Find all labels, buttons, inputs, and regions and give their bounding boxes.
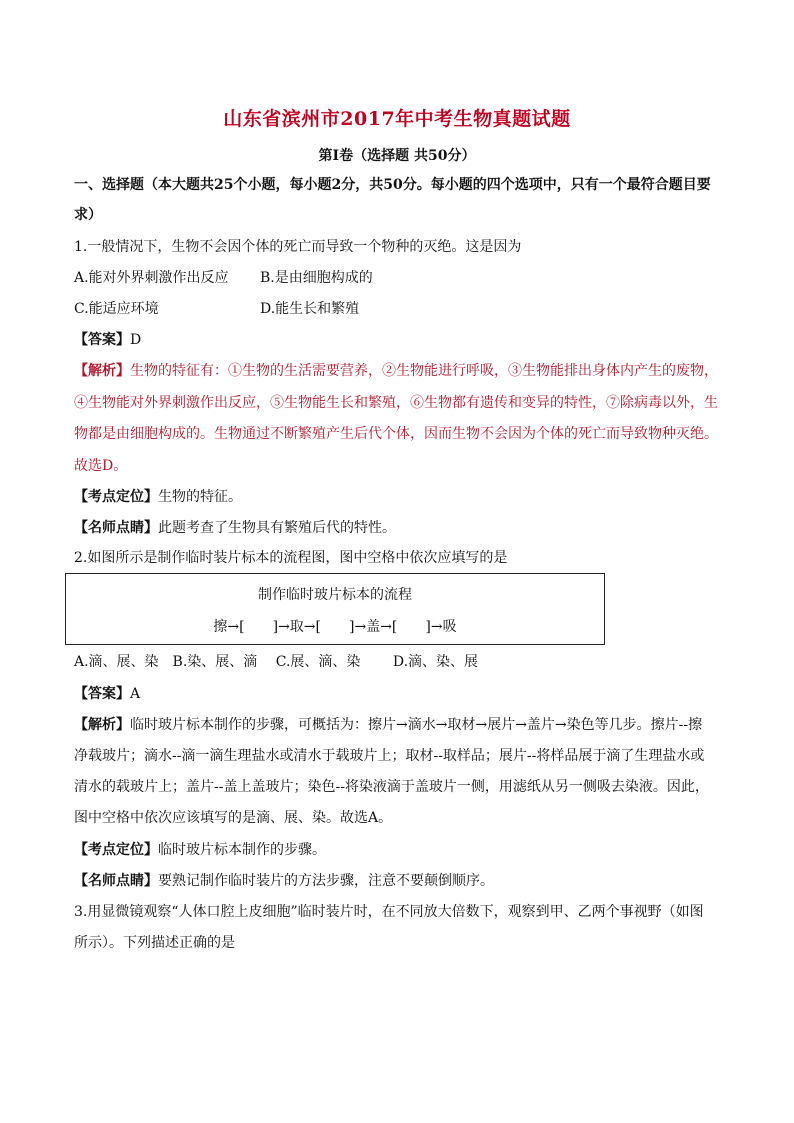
q1-analysis-line3: 物都是由细胞构成的。生物通过不断繁殖产生后代个体，因而生物不会因为个体的死亡而导致物种灭绝。 [74, 426, 718, 442]
q2-kaodian-label: 【考点定位】 [74, 842, 158, 858]
q1-answer [74, 330, 724, 350]
q2-stem: 2.如图所示是制作临时装片标本的流程图，图中空格中依次应填写的是 [74, 550, 508, 566]
q3-stem-line2: 所示）。下列描述正确的是 [74, 935, 235, 951]
q1-option-b: B.是由细胞构成的 [260, 270, 373, 286]
q2-kaodian-text: 临时玻片标本制作的步骤。 [158, 842, 326, 858]
q1-mingshi [74, 518, 724, 538]
q1-analysis-label: 【解析】 [74, 363, 130, 379]
q2-options: A.滴、展、染 B.染、展、滴 C.展、滴、染 D.滴、染、展 [74, 654, 479, 670]
section-heading-line2: 求） [74, 207, 102, 223]
q1-kaodian [74, 487, 724, 507]
q1-mingshi-label: 【名师点睛】 [74, 520, 158, 536]
q2-analysis-line3: 清水的载玻片上；盖片--盖上盖玻片；染色--将染液滴于盖玻片一侧，用滤纸从另一侧吸去染液。因此， [74, 779, 709, 795]
q1-answer-label: 【答案】 [74, 332, 130, 348]
q1-analysis-line2: ④生物能对外界刺激作出反应，⑤生物能生长和繁殖，⑥生物都有遗传和变异的特性，⑦除病毒以外，生 [74, 395, 718, 411]
q2-mingshi-label: 【名师点睛】 [74, 873, 158, 889]
q1-option-a: A.能对外界刺激作出反应 [74, 270, 229, 286]
q2-analysis-text1: 临时玻片标本制作的步骤，可概括为：擦片→滴水→取材→展片→盖片→染色等几步。擦片--擦 [130, 717, 703, 733]
q1-options-row1 [74, 268, 724, 288]
q1-option-c: C.能适应环境 [74, 301, 159, 317]
q1-kaodian-label: 【考点定位】 [74, 489, 158, 505]
q2-analysis-line1 [74, 715, 724, 735]
q2-mingshi [74, 871, 724, 891]
q2-kaodian [74, 840, 724, 860]
q2-answer [74, 684, 724, 704]
q2-mingshi-text: 要熟记制作临时装片的方法步骤，注意不要颠倒顺序。 [158, 873, 494, 889]
page-title: 山东省滨州市2017年中考生物真题试题 [223, 108, 571, 130]
q2-answer-label: 【答案】 [74, 686, 130, 702]
flow-diagram-steps: 擦→[ ]→取→[ ]→盖→[ ]→吸 [213, 619, 457, 635]
q2-analysis-line2: 净载玻片；滴水--滴一滴生理盐水或清水于载玻片上；取材--取样品；展片--将样品展于滴了生理盐水或 [74, 748, 705, 764]
q1-option-d: D.能生长和繁殖 [260, 301, 360, 317]
q1-analysis-text1: 生物的特征有：①生物的生活需要营养，②生物能进行呼吸，③生物能排出身体内产生的废物， [130, 363, 718, 379]
q1-analysis-line4: 故选D。 [74, 458, 128, 474]
q1-analysis-line1 [74, 361, 724, 381]
page-subtitle: 第Ⅰ卷（选择题 共50分） [318, 148, 476, 164]
section-heading-line1: 一、选择题（本大题共25个小题，每小题2分，共50分。每小题的四个选项中，只有一个最符合题目要 [74, 177, 711, 193]
q2-analysis-label: 【解析】 [74, 717, 130, 733]
q1-options-row2 [74, 299, 724, 319]
flow-diagram-box [65, 573, 605, 645]
q1-stem: 1.一般情况下，生物不会因个体的死亡而导致一个物种的灭绝。这是因为 [74, 239, 522, 255]
q1-kaodian-text: 生物的特征。 [158, 489, 242, 505]
q2-answer-value: A [130, 686, 141, 702]
flow-diagram-title: 制作临时玻片标本的流程 [258, 587, 412, 603]
q2-analysis-line4: 图中空格中依次应该填写的是滴、展、染。故选A。 [74, 810, 393, 826]
q1-mingshi-text: 此题考查了生物具有繁殖后代的特性。 [158, 520, 396, 536]
q3-stem-line1: 3.用显微镜观察“人体口腔上皮细胞”临时装片时，在不同放大倍数下，观察到甲、乙两个事视野（如图 [74, 904, 704, 920]
q1-answer-value: D [130, 332, 142, 348]
